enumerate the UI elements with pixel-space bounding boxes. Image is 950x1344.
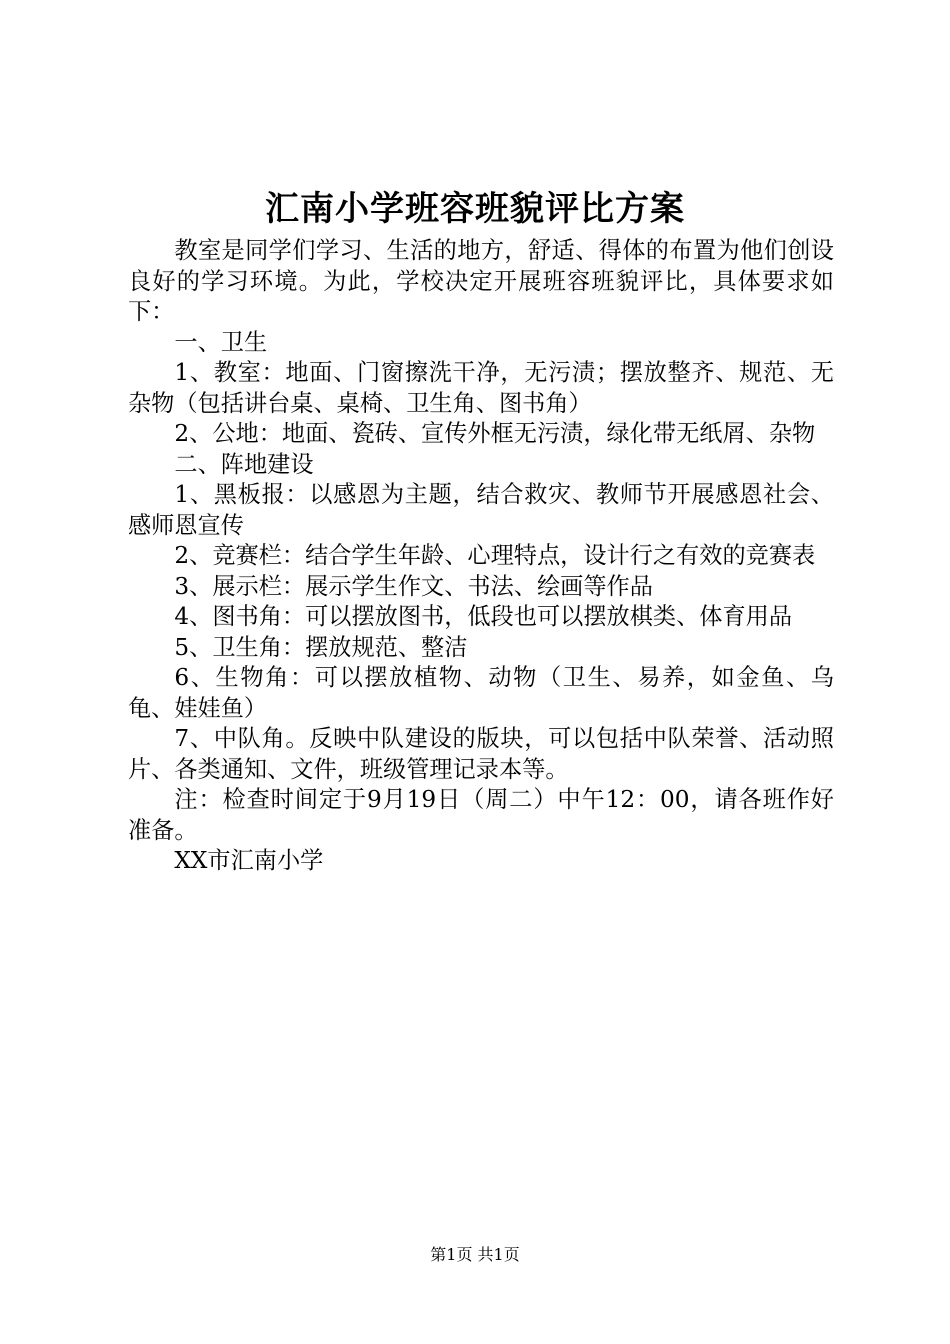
paragraph-book-corner: 4、图书角：可以摆放图书，低段也可以摆放棋类、体育用品 — [174, 603, 793, 630]
paragraph-note: 注：检查时间定于9月19日（周二）中午12：00，请各班作好准备。 — [128, 786, 834, 844]
document-title: 汇南小学班容班貌评比方案 — [265, 189, 685, 229]
paragraph-display-board: 3、展示栏：展示学生作文、书法、绘画等作品 — [174, 572, 653, 600]
page-footer: 第1页 共1页 — [430, 1245, 520, 1264]
paragraph-public-area: 2、公地：地面、瓷砖、宣传外框无污渍，绿化带无纸屑、杂物 — [174, 420, 816, 447]
paragraph-blackboard: 1、黑板报：以感恩为主题，结合救灾、教师节开展感恩社会、感师恩宣传 — [128, 481, 834, 539]
paragraph-competition-board: 2、竞赛栏：结合学生年龄、心理特点，设计行之有效的竞赛表 — [174, 542, 816, 569]
paragraph-intro: 教室是同学们学习、生活的地方，舒适、得体的布置为他们创设良好的学习环境。为此，学校决定开展班容班貌评比，具体要求如下： — [128, 237, 834, 325]
section-heading-position-building: 二、阵地建设 — [174, 450, 314, 478]
document-body — [128, 236, 834, 877]
paragraph-squad-corner: 7、中队角。反映中队建设的版块，可以包括中队荣誉、活动照片、各类通知、文件，班级管理记录本等。 — [128, 725, 834, 783]
paragraph-hygiene-corner: 5、卫生角：摆放规范、整洁 — [174, 633, 468, 661]
paragraph-biology-corner: 6、生物角：可以摆放植物、动物（卫生、易养，如金鱼、乌龟、娃娃鱼） — [128, 664, 834, 722]
paragraph-signature: XX市汇南小学 — [174, 847, 324, 874]
paragraph-classroom: 1、教室：地面、门窗擦洗干净，无污渍；摆放整齐、规范、无杂物（包括讲台桌、桌椅、卫生角、图书角） — [128, 359, 834, 417]
section-heading-hygiene: 一、卫生 — [174, 328, 268, 356]
